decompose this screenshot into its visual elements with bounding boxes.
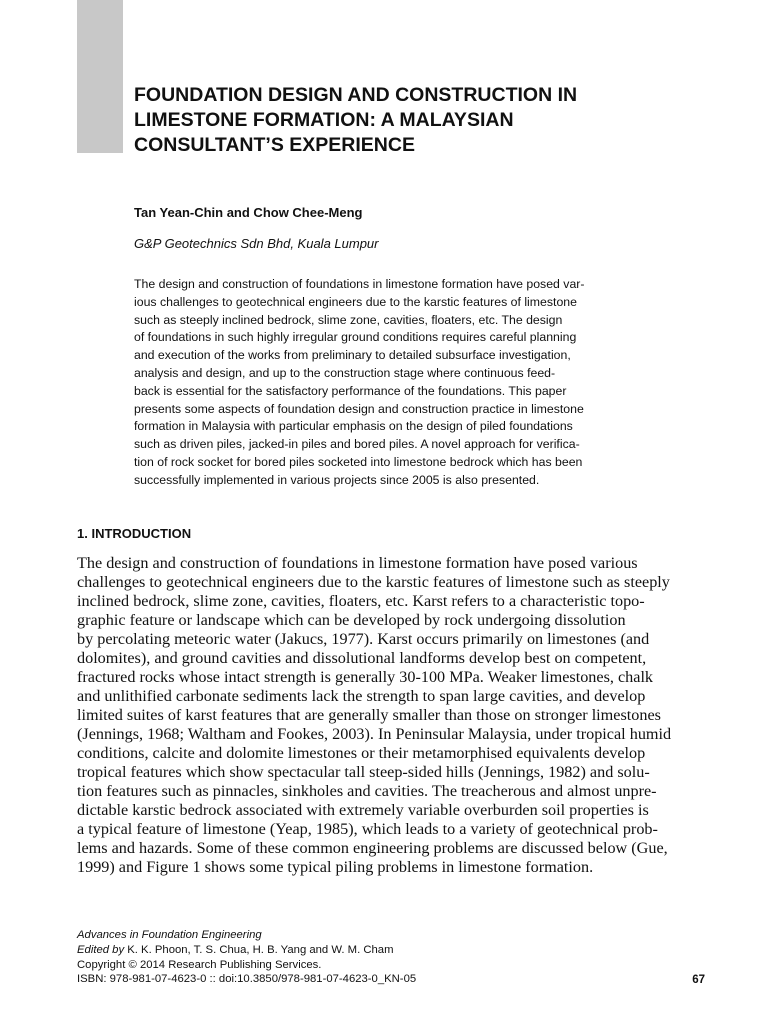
affiliation: G&P Geotechnics Sdn Bhd, Kuala Lumpur xyxy=(134,236,379,251)
body-paragraph xyxy=(77,554,709,877)
body-line: dictable karstic bedrock associated with extremely variable overburden soil properties is xyxy=(77,801,649,819)
abstract-line: The design and construction of foundations in limestone formation have posed var- xyxy=(134,277,585,291)
body-line: dolomites), and ground cavities and dissolutional landforms develop best on competent, xyxy=(77,649,647,667)
body-line: fractured rocks whose intact strength is generally 30-100 MPa. Weaker limestones, chalk xyxy=(77,668,654,686)
body-line: a typical feature of limestone (Yeap, 1985), which leads to a variety of geotechnical prob- xyxy=(77,820,658,838)
abstract-line: analysis and design, and up to the construction stage where continuous feed- xyxy=(134,365,556,380)
book-title: Advances in Foundation Engineering xyxy=(77,929,262,941)
title-line: FOUNDATION DESIGN AND CONSTRUCTION IN xyxy=(134,84,578,106)
section-heading: 1. INTRODUCTION xyxy=(77,526,192,541)
copyright: Copyright © 2014 Research Publishing Services. xyxy=(77,958,322,971)
abstract-line: formation in Malaysia with particular emphasis on the design of piled foundations xyxy=(134,419,573,434)
abstract xyxy=(134,276,654,490)
title-line: CONSULTANT’S EXPERIENCE xyxy=(134,134,415,156)
body-line: by percolating meteoric water (Jakucs, 1977). Karst occurs primarily on limestones (and xyxy=(77,630,650,648)
publication-footer xyxy=(77,928,416,987)
abstract-line: such as driven piles, jacked-in piles and bored piles. A novel approach for verifica- xyxy=(134,437,580,452)
abstract-line: ious challenges to geotechnical engineers due to the karstic features of limestone xyxy=(134,294,577,309)
body-line: The design and construction of foundations in limestone formation have posed various xyxy=(77,554,638,572)
abstract-line: and execution of the works from preliminary to detailed subsurface investigation, xyxy=(134,348,571,363)
body-line: graphic feature or landscape which can be developed by rock undergoing dissolution xyxy=(77,611,626,629)
body-line: tropical features which show spectacular tall steep-sided hills (Jennings, 1982) and solu- xyxy=(77,763,650,781)
editors-line xyxy=(77,943,416,958)
abstract-line: of foundations in such highly irregular ground conditions requires careful planning xyxy=(134,330,577,345)
paper-title xyxy=(134,83,694,158)
body-line: conditions, calcite and dolomite limestones or their metamorphised equivalents develop xyxy=(77,744,646,762)
body-line: challenges to geotechnical engineers due to the karstic features of limestone such as steeply xyxy=(77,573,670,591)
abstract-line: back is essential for the satisfactory performance of the foundations. This paper xyxy=(134,383,567,398)
title-line: LIMESTONE FORMATION: A MALAYSIAN xyxy=(134,109,514,131)
abstract-line: successfully implemented in various projects since 2005 is also presented. xyxy=(134,472,540,487)
abstract-line: tion of rock socket for bored piles socketed into limestone bedrock which has been xyxy=(134,454,583,469)
abstract-line: such as steeply inclined bedrock, slime zone, cavities, floaters, etc. The design xyxy=(134,312,563,327)
body-line: (Jennings, 1968; Waltham and Fookes, 2003). In Peninsular Malaysia, under tropical humid xyxy=(77,725,672,743)
body-line: and unlithified carbonate sediments lack the strength to span large cavities, and develop xyxy=(77,687,646,705)
body-line: lems and hazards. Some of these common engineering problems are discussed below (Gue, xyxy=(77,839,668,857)
edited-by-label: Edited by xyxy=(77,943,125,956)
authors: Tan Yean-Chin and Chow Chee-Meng xyxy=(134,205,363,220)
page-number: 67 xyxy=(692,974,705,986)
body-line: limited suites of karst features that are generally smaller than those on stronger limestones xyxy=(77,706,661,724)
body-line: 1999) and Figure 1 shows some typical piling problems in limestone formation. xyxy=(77,858,594,876)
decorative-gray-tab xyxy=(77,0,123,153)
body-line: tion features such as pinnacles, sinkholes and cavities. The treacherous and almost unpre- xyxy=(77,782,657,800)
editors: K. K. Phoon, T. S. Chua, H. B. Yang and W. M. Cham xyxy=(124,943,394,956)
isbn-doi: ISBN: 978-981-07-4623-0 :: doi:10.3850/978-981-07-4623-0_KN-05 xyxy=(77,973,417,986)
body-line: inclined bedrock, slime zone, cavities, floaters, etc. Karst refers to a characteristic topo- xyxy=(77,592,645,610)
abstract-line: presents some aspects of foundation design and construction practice in limestone xyxy=(134,401,584,416)
